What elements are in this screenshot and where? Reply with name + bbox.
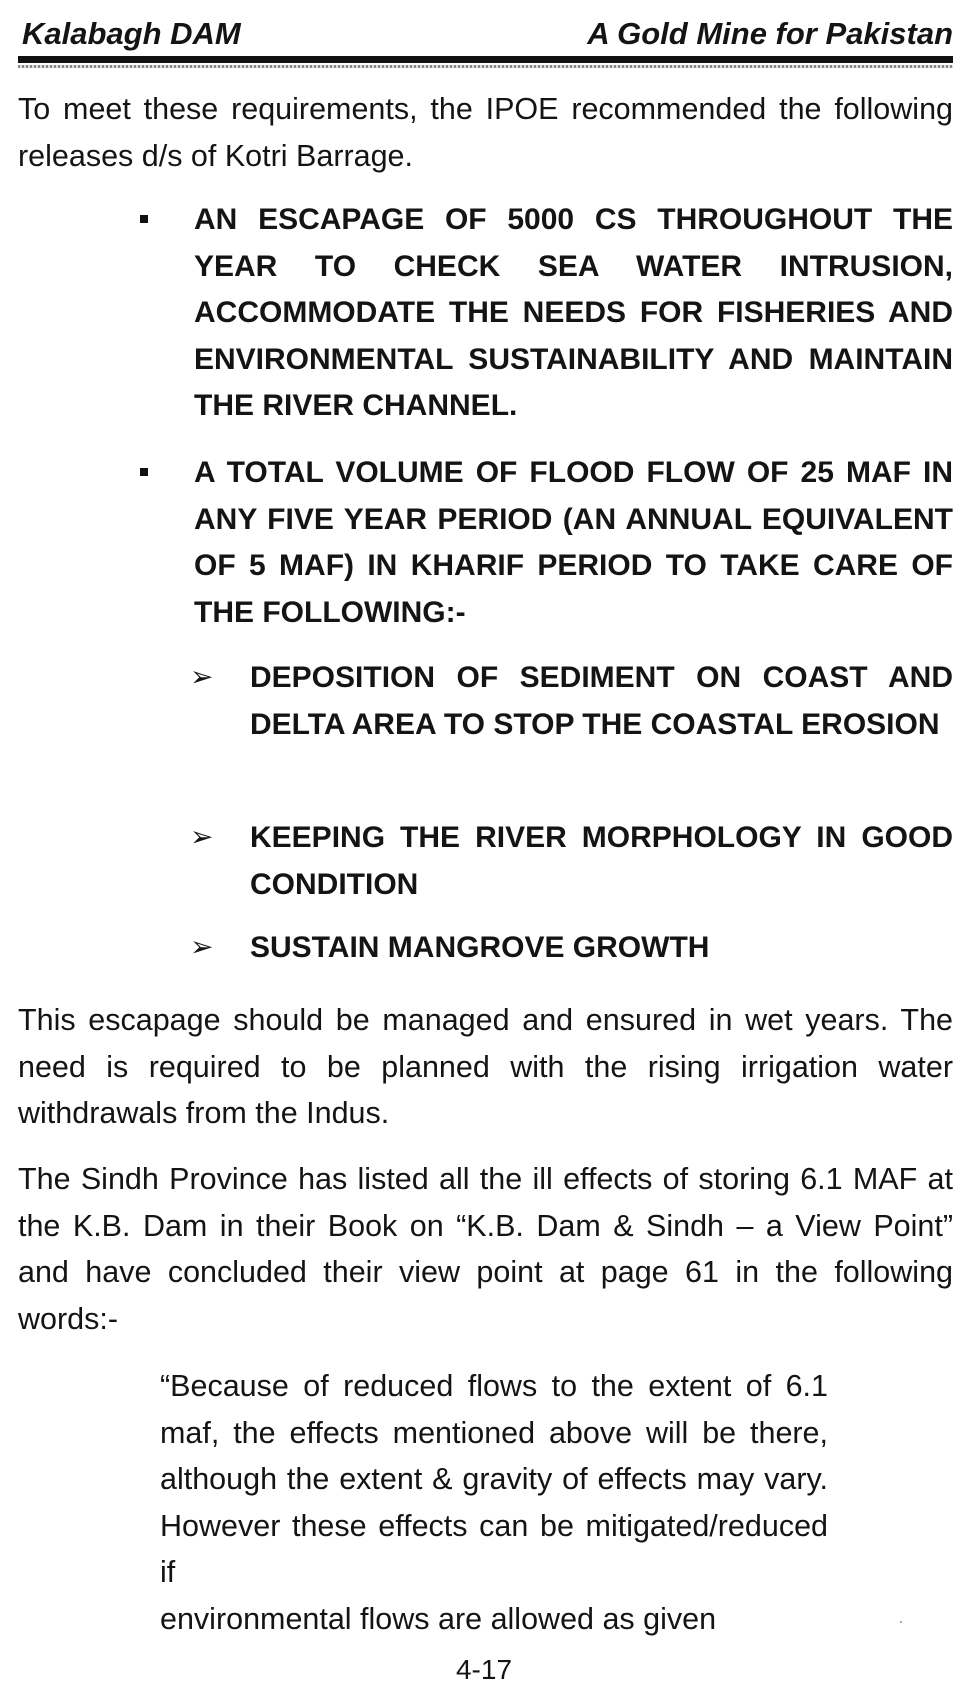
square-bullet-icon <box>140 468 148 476</box>
sub-bullet-text: DEPOSITION OF SEDIMENT ON COAST AND DELTA AREA TO STOP THE COASTAL EROSION <box>250 661 953 741</box>
page-number: 4-17 <box>455 1654 513 1685</box>
scan-speck <box>900 1621 902 1623</box>
sub-bullet-text: KEEPING THE RIVER MORPHOLOGY IN GOOD CONDITION <box>250 821 953 901</box>
running-header <box>18 14 953 54</box>
sub-bullet-text: SUSTAIN MANGROVE GROWTH <box>250 931 710 964</box>
arrowhead-icon: ➢ <box>190 821 214 852</box>
header-rule-shadow <box>18 65 953 68</box>
bullet-text: AN ESCAPAGE OF 5000 CS THROUGHOUT THE YEAR TO CHECK SEA WATER INTRUSION, ACCOMMODATE THE NEEDS FOR FISHERIES AND ENVIRONMENTAL SUSTAINABILITY AND MAINTAIN THE RIVER CHANNEL. <box>194 203 953 422</box>
header-right-title: A Gold Mine for Pakistan <box>587 16 953 51</box>
header-rule <box>18 56 953 63</box>
escapage-paragraph: This escapage should be managed and ensured in wet years. The need is required to be planned with the rising irrigation water withdrawals from the Indus. <box>18 1003 953 1130</box>
quote-text-last-line: environmental flows are allowed as given <box>160 1601 717 1636</box>
bullet-text: A TOTAL VOLUME OF FLOOD FLOW OF 25 MAF IN ANY FIVE YEAR PERIOD (AN ANNUAL EQUIVALENT OF 5 MAF) IN KHARIF PERIOD TO TAKE CARE OF THE FOLLOWING:- <box>194 456 953 629</box>
intro-paragraph: To meet these requirements, the IPOE recommended the following releases d/s of Kotri Barrage. <box>18 92 953 173</box>
block-quote <box>160 1363 828 1642</box>
header-left-title: Kalabagh DAM <box>22 16 241 51</box>
arrowhead-icon: ➢ <box>190 661 214 692</box>
square-bullet-icon <box>140 215 148 223</box>
sindh-paragraph: The Sindh Province has listed all the ill effects of storing 6.1 MAF at the K.B. Dam in their Book on “K.B. Dam & Sindh – a View Point” and have concluded their view point at page 61 in the following words:- <box>18 1162 953 1336</box>
arrowhead-icon: ➢ <box>190 931 214 962</box>
quote-text: “Because of reduced flows to the extent of 6.1 maf, the effects mentioned above will be there, although the extent & gravity of effects may vary. However these effects can be mitigated/reduced if <box>160 1369 828 1589</box>
